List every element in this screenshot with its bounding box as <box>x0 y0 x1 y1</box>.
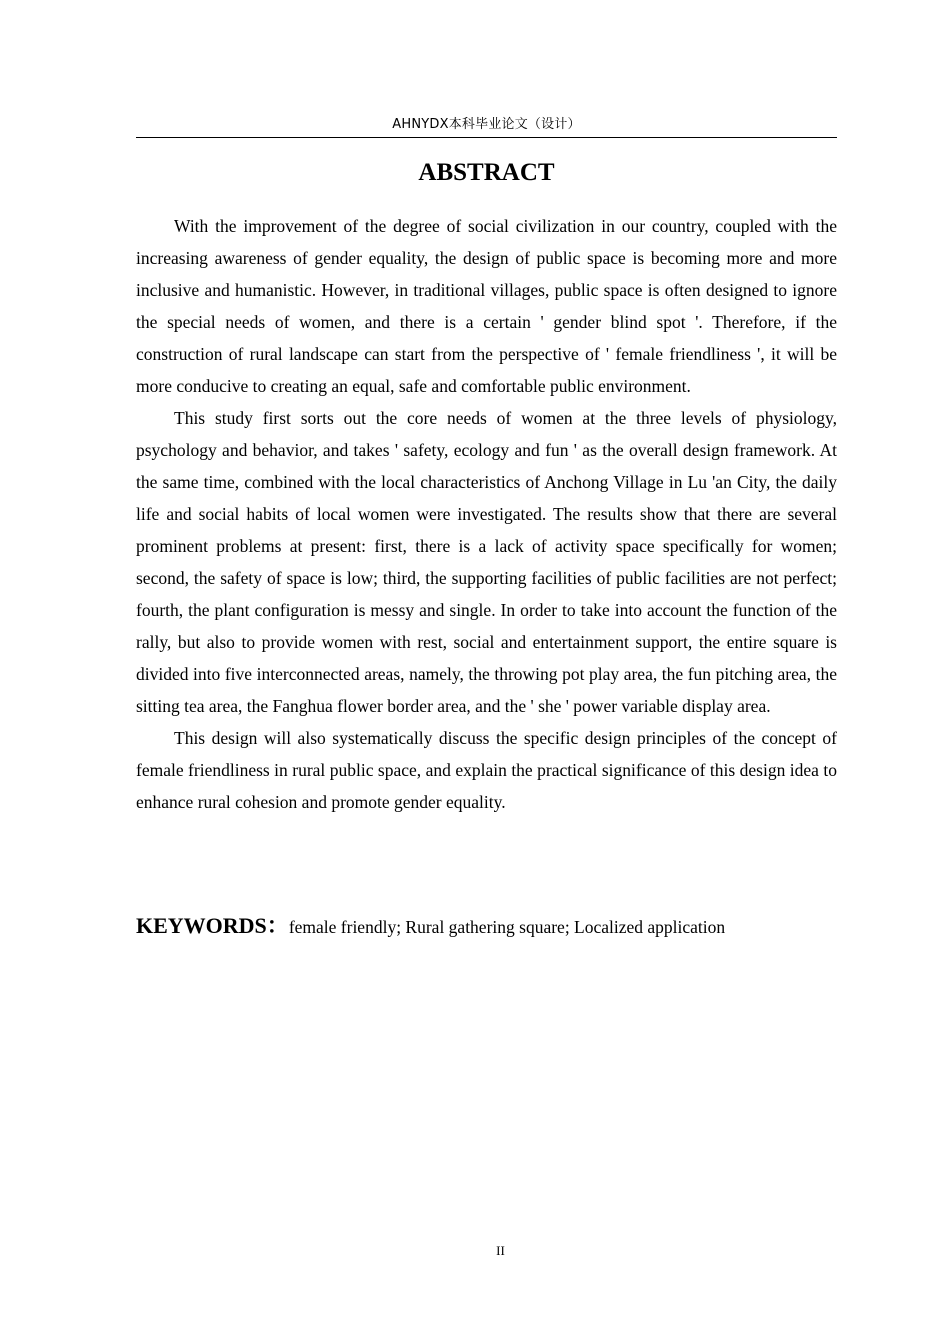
abstract-paragraph-1: With the improvement of the degree of social civilization in our country, coupled with the increasing awareness of gender equality, the design of public space is becoming more and more inclusive and humanistic. However, in traditional villages, public space is often designed to ignore the special needs of women, and there is a certain ' gender blind spot '. Therefore, if the construction of rural landscape can start from the perspective of ' female friendliness ', it will be more conducive to creating an equal, safe and comfortable public environment. <box>136 216 837 396</box>
header-rule <box>136 137 837 138</box>
page-number: II <box>496 1243 505 1258</box>
keywords-line <box>136 909 837 944</box>
keywords-label: KEYWORDS： <box>136 913 289 938</box>
abstract-paragraph-2: This study first sorts out the core needs of women at the three levels of physiology, psychology and behavior, and takes ' safety, ecology and fun ' as the overall design framework. At the same time, combined with the local characteristics of Anchong Village in Lu 'an City, the daily life and social habits of local women were investigated. The results show that there are several prominent problems at present: first, there is a lack of activity space specifically for women; second, the safety of space is low; third, the supporting facilities of public facilities are not perfect; fourth, the plant configuration is messy and single. In order to take into account the function of the rally, but also to provide women with rest, social and entertainment support, the entire square is divided into five interconnected areas, namely, the throwing pot play area, the fun pitching area, the sitting tea area, the Fanghua flower border area, and the ' she ' power variable display area. <box>136 408 837 716</box>
abstract-title: ABSTRACT <box>418 159 555 186</box>
abstract-body <box>136 210 837 818</box>
keywords-text: female friendly; Rural gathering square; Localized application <box>288 917 726 937</box>
abstract-paragraph-3: This design will also systematically discuss the specific design principles of the concept of female friendliness in rural public space, and explain the practical significance of this design idea to enhance rural cohesion and promote gender equality. <box>136 728 837 812</box>
running-header: AHNYDX本科毕业论文（设计） <box>392 117 581 132</box>
